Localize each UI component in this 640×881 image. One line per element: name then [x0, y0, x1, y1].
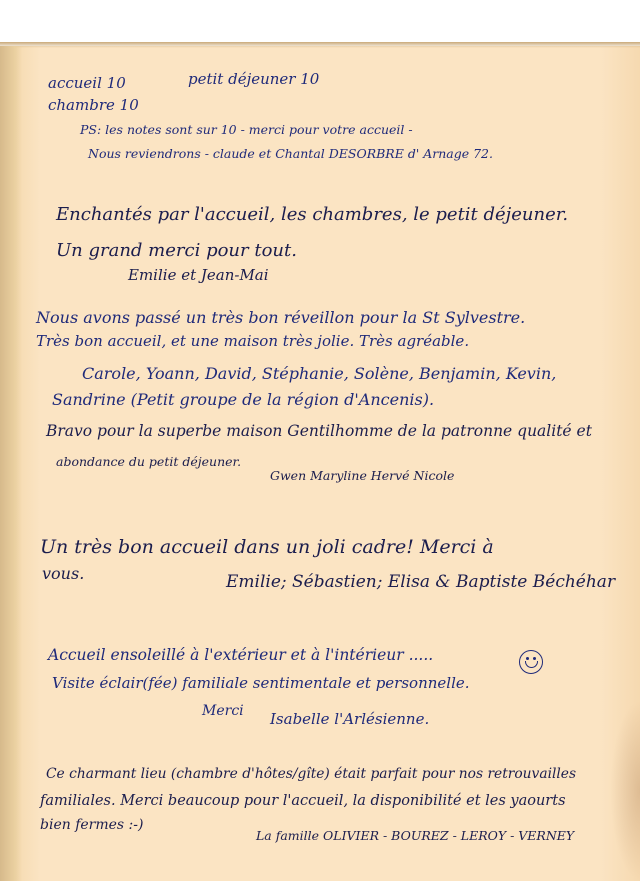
entry-text: abondance du petit déjeuner. — [56, 454, 242, 469]
rating-chambre: chambre 10 — [48, 96, 139, 114]
entry-text: Enchantés par l'accueil, les chambres, le petit déjeuner. — [56, 204, 569, 225]
entry-signature: Sandrine (Petit groupe de la région d'Ancenis). — [52, 390, 435, 409]
entry-signature: Emilie et Jean-Mai — [128, 266, 269, 284]
entry-text: Un très bon accueil dans un joli cadre! Merci à — [40, 536, 494, 558]
entry-text: familiales. Merci beaucoup pour l'accueil, la disponibilité et les yaourts — [40, 793, 566, 809]
entry-text: Un grand merci pour tout. — [56, 240, 297, 261]
entry-text: Accueil ensoleillé à l'extérieur et à l'intérieur ..... — [48, 646, 434, 664]
smiley-face-icon — [519, 650, 543, 674]
entry-signature: Merci — [202, 703, 244, 719]
entry-signature: Gwen Maryline Hervé Nicole — [270, 468, 455, 483]
page-top-shadow — [0, 42, 640, 48]
rating-accueil: accueil 10 — [48, 74, 126, 92]
entry-text: Visite éclair(fée) familiale sentimentale et personnelle. — [52, 674, 470, 692]
entry-signature: Isabelle l'Arlésienne. — [270, 710, 430, 728]
paper-stain — [610, 700, 640, 881]
book-binding — [0, 46, 22, 881]
entry-signature: Emilie; Sébastien; Elisa & Baptiste Béchéhar — [226, 572, 616, 592]
entry-signature: La famille OLIVIER - BOUREZ - LEROY - VERNEY — [256, 828, 575, 843]
entry-text: Bravo pour la superbe maison Gentilhomme de la patronne qualité et — [46, 422, 592, 440]
entry-text: bien fermes :-) — [40, 817, 144, 833]
entry-text: vous. — [42, 564, 85, 583]
entry-text: Très bon accueil, et une maison très jolie. Très agréable. — [36, 332, 470, 350]
entry-signature: Nous reviendrons - claude et Chantal DESORBRE d' Arnage 72. — [88, 146, 493, 161]
entry-signature: Carole, Yoann, David, Stéphanie, Solène, Benjamin, Kevin, — [82, 364, 557, 383]
page-top-edge — [0, 0, 640, 46]
entry-text: PS: les notes sont sur 10 - merci pour votre accueil - — [80, 122, 413, 137]
rating-petit-dejeuner: petit déjeuner 10 — [188, 70, 320, 88]
entry-text: Nous avons passé un très bon réveillon pour la St Sylvestre. — [36, 308, 526, 327]
entry-text: Ce charmant lieu (chambre d'hôtes/gîte) était parfait pour nos retrouvailles — [46, 766, 577, 782]
